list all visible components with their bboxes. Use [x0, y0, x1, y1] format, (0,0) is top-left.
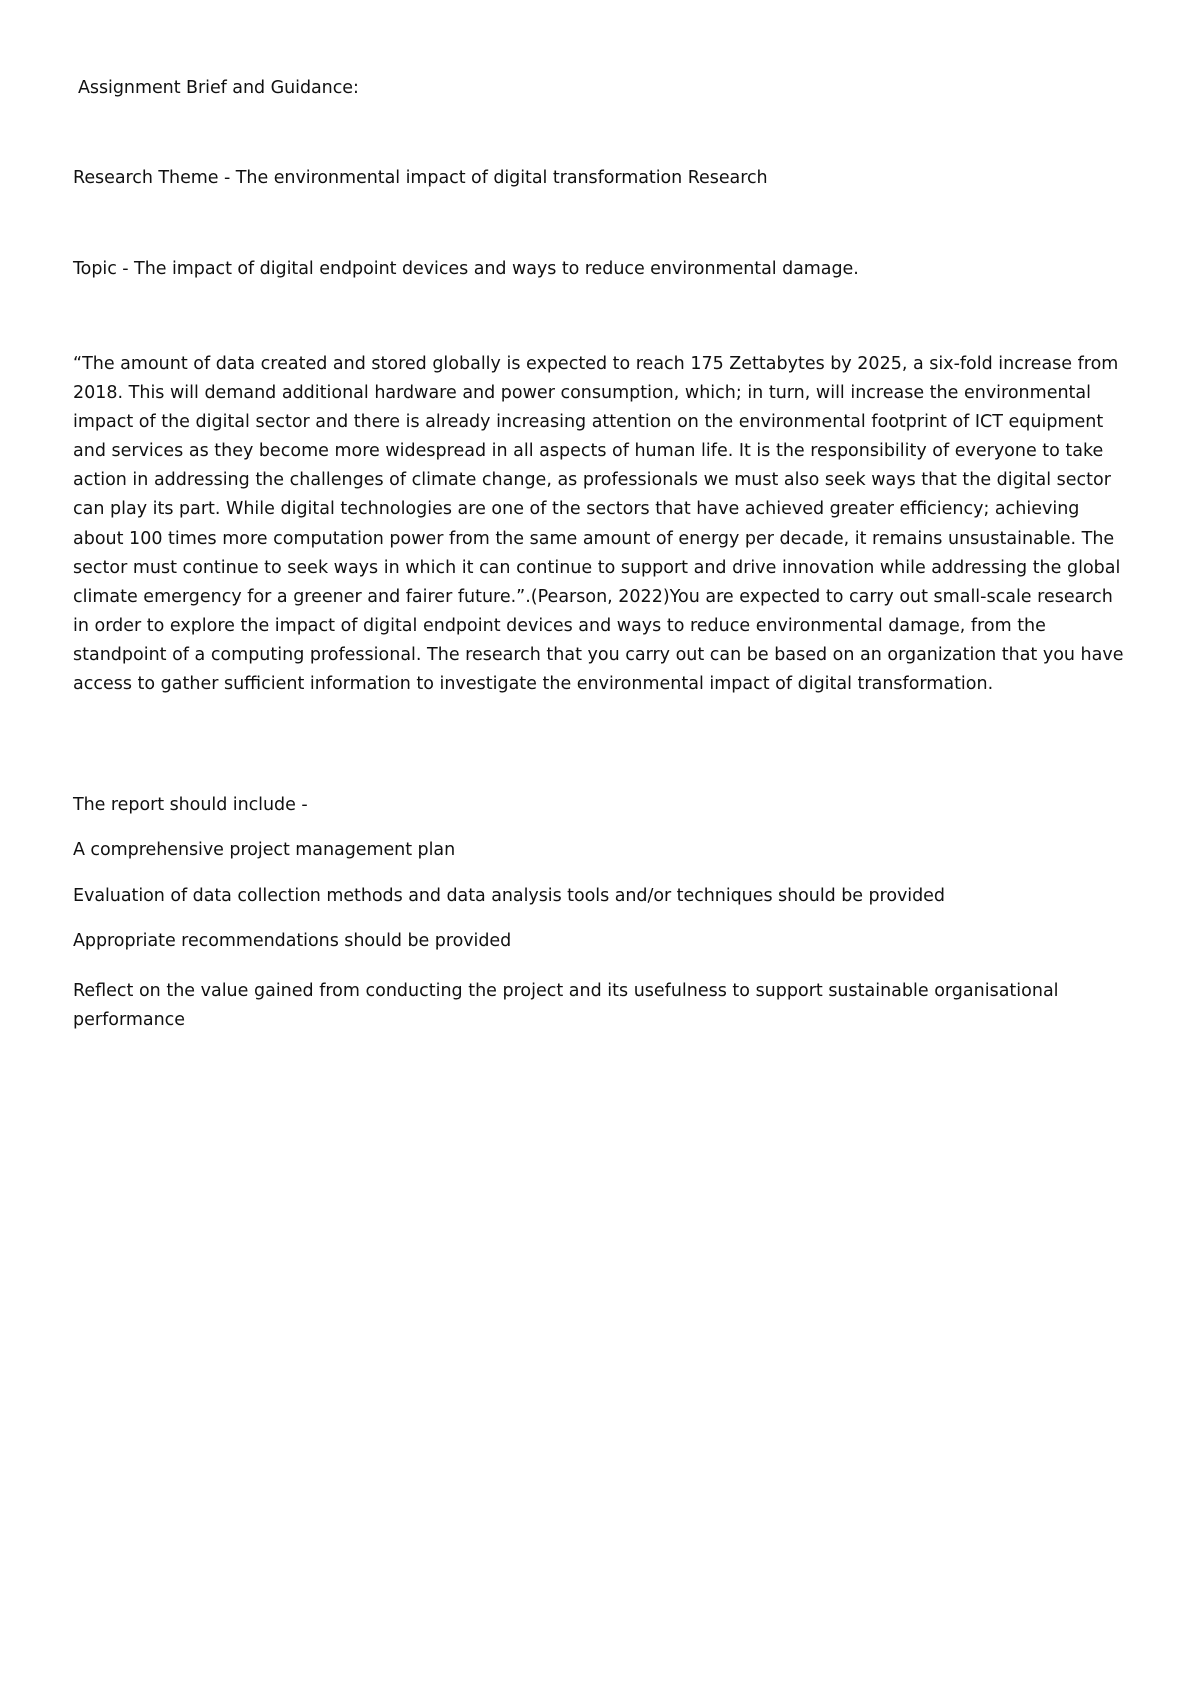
quote-paragraph: “The amount of data created and stored globally is expected to reach 175 Zettabytes by 2025, a six-fold increase from 2018. This will demand additional hardware and power consumption, which; in turn, will increase the environmental impact of the digital sector and there is already increasing attention on the environmental footprint of ICT equipment and services as they become more widespread in all aspects of human life. It is the responsibility of everyone to take action in addressing the challenges of climate change, as professionals we must also seek ways that the digital sector can play its part. While digital technologies are one of the sectors that have achieved greater efficiency; achieving about 100 times more computation power from the same amount of energy per decade, it remains unsustainable. The sector must continue to seek ways in which it can continue to support and drive innovation while addressing the global climate emergency for a greener and fairer future.”.(Pearson, 2022)You are expected to carry out small-scale research in order to explore the impact of digital endpoint devices and ways to reduce environmental damage, from the standpoint of a computing professional. The research that you carry out can be based on an organization that you have access to gather sufficient information to investigate the environmental impact of digital transformation. — [73, 354, 1124, 695]
document-title: Assignment Brief and Guidance: — [78, 78, 359, 98]
research-topic: Topic - The impact of digital endpoint devices and ways to reduce environmental damage. — [73, 259, 859, 279]
requirement-item: Reflect on the value gained from conducting the project and its usefulness to support sustainable organisational performance — [73, 981, 1059, 1030]
report-intro: The report should include - — [73, 795, 308, 815]
requirement-item: Appropriate recommendations should be provided — [73, 931, 512, 951]
requirement-item: A comprehensive project management plan — [73, 840, 456, 860]
requirement-item: Evaluation of data collection methods and data analysis tools and/or techniques should be provided — [73, 886, 945, 906]
research-theme: Research Theme - The environmental impact of digital transformation Research — [73, 168, 768, 188]
